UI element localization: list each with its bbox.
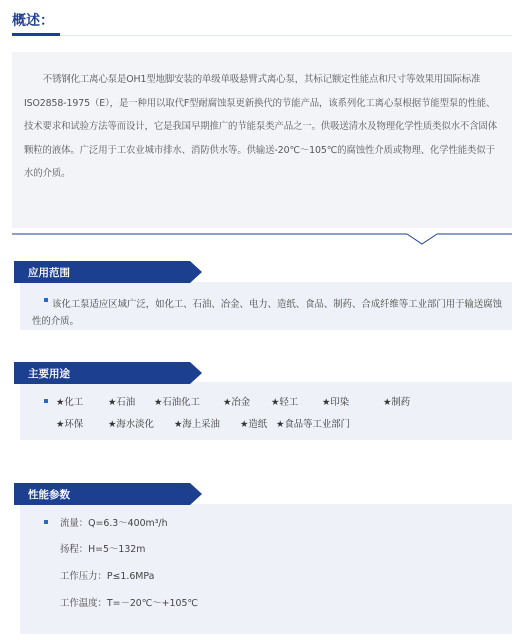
- param-pressure: 工作压力：P≤1.6MPa: [60, 571, 155, 582]
- list-bullet: [44, 399, 48, 403]
- page-heading: 概述：: [12, 13, 54, 29]
- use-item: ★轻工: [271, 397, 299, 408]
- params-title: 性能参数: [14, 483, 202, 505]
- param-flow: 流量：Q=6.3～400m³/h: [60, 518, 168, 529]
- param-head: 扬程：H=5～132m: [60, 544, 146, 555]
- application-title: 应用范围: [14, 261, 202, 283]
- use-item: ★冶金: [223, 397, 251, 408]
- use-item: ★海水淡化: [108, 419, 154, 430]
- use-item: ★造纸: [240, 419, 268, 430]
- overview-divider: [12, 232, 512, 248]
- overview-box: [12, 52, 512, 228]
- use-item: ★海上采油: [174, 419, 220, 430]
- use-item: ★环保: [56, 419, 84, 430]
- use-item: ★石油: [108, 397, 136, 408]
- heading-rule: [12, 35, 512, 36]
- uses-panel: [20, 382, 512, 440]
- use-item: ★食品等工业部门: [276, 419, 351, 430]
- application-text: 该化工泵适应区域广泛，如化工、石油、冶金、电力、造纸、食品、制药、合成纤维等工业部门用于输送腐蚀性的介质。: [32, 299, 503, 327]
- heading-accent: [12, 33, 60, 36]
- param-temperature: 工作温度：T=－20℃～+105℃: [60, 598, 198, 609]
- use-item: ★印染: [322, 397, 350, 408]
- use-item: ★化工: [56, 397, 84, 408]
- use-item: ★石油化工: [154, 397, 200, 408]
- uses-title: 主要用途: [14, 362, 202, 384]
- use-item: ★制药: [383, 397, 411, 408]
- list-bullet: [44, 520, 48, 524]
- overview-text: 不锈钢化工离心泵是OH1型地脚安装的单级单吸悬臂式离心泵，其标记额定性能点和尺寸等效果用国际标准ISO2858-1975（E），是一种用以取代F型耐腐蚀泵更新换代的节能产品，该系列化工离心泵根据节能型泵的性能、技术要求和试验方法等而设计，它是我国早期推广的节能泵类产品之一。供吸送清水及物理化学性质类似水不含固体颗粒的液体。广泛用于工农业城市排水、消防供水等。供输送-20℃～105℃的腐蚀性介质或物理、化学性能类似于水的介质。: [24, 74, 498, 179]
